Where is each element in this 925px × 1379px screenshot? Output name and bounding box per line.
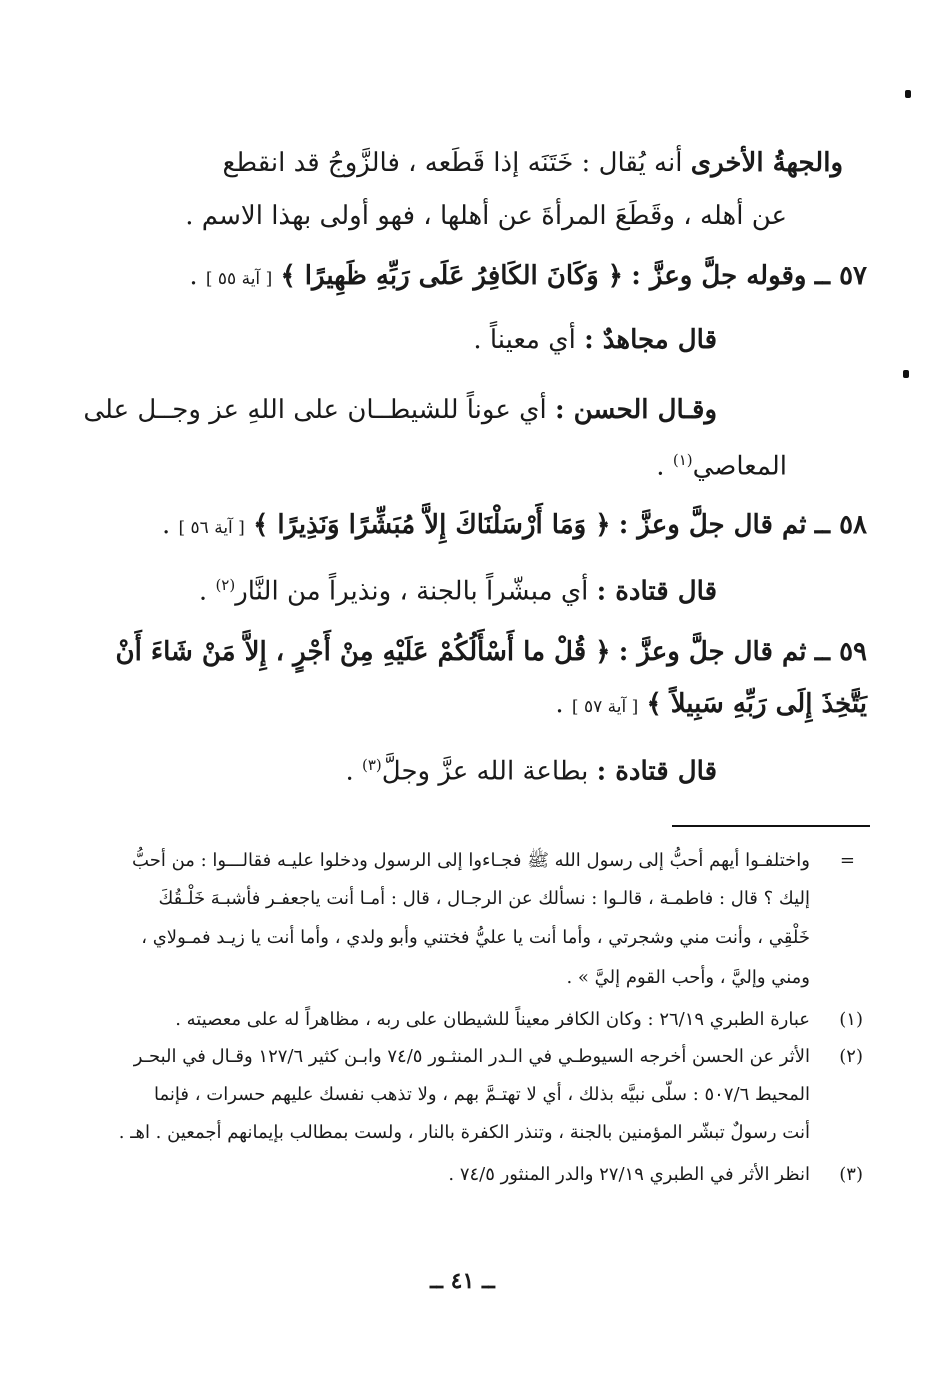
body-line — [223, 143, 843, 183]
footnote-line: خَلْقِي ، وأنت مني وشجرتي ، وأما أنت يا عليُّ فختني وأبو ولدي ، وأما أنت يا زيـد فمـولاي ، — [141, 927, 810, 948]
body-text: أنه يُقال : خَتَنَه إذا قَطَعه ، فالزَّوجُ قد انقطع — [222, 148, 691, 178]
footnote-number: (٣) — [839, 1164, 863, 1185]
footnote-continuation-mark: = — [839, 850, 855, 871]
quran-verse: يَتَّخِذَ إِلَى رَبِّهِ سَبِيلاً ﴾ — [646, 689, 867, 719]
verse-reference: [ آية ٥٧ ] — [571, 697, 639, 717]
commentator-label: قال قتادة : — [596, 576, 717, 607]
footnote-ref: (١) — [672, 451, 693, 469]
footnote-line: أنت رسولٌ تبشّر المؤمنين بالجنة ، وتنذر الكفرة بالنار ، ولست بمطالب بإيمانهم أجمعين . اهـ . — [118, 1122, 810, 1143]
commentary-text: أي عوناً للشيطــان على اللهِ عز وجــل على — [83, 395, 547, 425]
footnote-line: انظر الأثر في الطبري ٢٧/١٩ والدر المنثور ٧٤/٥ . — [448, 1164, 810, 1185]
commentary-hasan — [83, 390, 717, 430]
lead-phrase: والجهةُ الأخرى — [690, 148, 843, 178]
footnote-line: واختلفـوا أيهم أحبُّ إلى رسول الله ﷺ فجـاءوا إلى الرسول ودخلوا عليـه فقالـــوا : من أحبُّ — [132, 850, 810, 871]
quran-verse: ﴿ وَكَانَ الكَافِرُ عَلَى رَبِّهِ ظَهِيرًا ﴾ — [280, 261, 624, 291]
verse-item-57 — [189, 256, 867, 299]
body-text: عن أهله ، وقَطَعَ المرأةَ عن أهلها ، فهو أولى بهذا الاسم . — [185, 201, 787, 231]
footnote-divider — [672, 825, 870, 827]
footnote-line: عبارة الطبري ٢٦/١٩ : وكان الكافر معيناً للشيطان على ربه ، مظاهراً له على معصيته . — [175, 1009, 810, 1030]
footnote-line: المحيط ٥٠٧/٦ : سلّى نبيَّه بذلك ، أي لا تهتـمَّ بهم ، ولا تذهب نفسك عليهم حسرات ، فإنما — [154, 1084, 810, 1105]
punctuation: . — [345, 756, 362, 787]
body-line — [656, 440, 787, 487]
page-number: ــ ٤١ ــ — [430, 1268, 495, 1294]
verse-reference: [ آية ٥٥ ] — [205, 269, 273, 289]
commentary-qatada — [199, 565, 717, 612]
item-number: ٥٨ ــ — [814, 510, 867, 540]
verse-item-59 — [116, 632, 868, 672]
quran-verse: ﴿ وَمَا أَرْسَلْنَاكَ إِلاَّ مُبَشِّرًا وَنَذِيرًا ﴾ — [253, 510, 611, 540]
body-line — [555, 684, 867, 727]
punctuation: . — [555, 689, 564, 719]
quran-verse: ﴿ قُلْ ما أَسْأَلُكُمْ عَلَيْهِ مِنْ أَجْرٍ ، إِلاَّ مَنْ شَاءَ أَنْ — [115, 637, 611, 667]
punctuation: . — [656, 451, 673, 482]
commentary-mujahid — [473, 320, 717, 360]
item-number: ٥٩ ــ — [814, 637, 867, 667]
margin-mark — [903, 370, 909, 378]
verse-reference: [ آية ٥٦ ] — [178, 518, 245, 538]
footnote-ref: (٢) — [215, 576, 236, 594]
commentary-text: بطاعة الله عزَّ وجلَّ — [381, 756, 589, 787]
punctuation: . — [161, 510, 171, 540]
lead-phrase: وقوله جلَّ وعزَّ : — [631, 261, 807, 291]
footnote-line: الأثر عن الحسن أخرجه السيوطـي في الـدر المنثـور ٧٤/٥ وابـن كثير ١٢٧/٦ وقـال في البحـر — [133, 1046, 810, 1067]
commentary-text: أي معيناً . — [473, 325, 576, 355]
punctuation: . — [198, 576, 216, 607]
commentary-text: المعاصي — [692, 451, 787, 482]
footnote-number: (١) — [839, 1009, 863, 1030]
footnote-number: (٢) — [839, 1046, 863, 1067]
commentator-label: قال قتادة : — [596, 756, 717, 787]
punctuation: . — [189, 261, 198, 291]
commentary-qatada — [345, 745, 717, 792]
verse-item-58 — [162, 505, 867, 548]
footnote-ref: (٣) — [362, 756, 382, 774]
commentator-label: قال مجاهدٌ : — [584, 325, 717, 355]
footnote-line: ومني وإليَّ ، وأحب القوم إليَّ » . — [566, 967, 810, 988]
body-line — [185, 196, 787, 236]
footnote-line: إليك ؟ قال : فاطمـة ، قالـوا : نسألك عن الرجـال ، قال : أمـا أنت ياجعفـر فأشبـهَ خَلْـقُكَ — [158, 888, 810, 909]
commentator-label: وقـال الحسن : — [554, 395, 717, 425]
item-number: ٥٧ ــ — [814, 261, 867, 291]
lead-phrase: ثم قال جلَّ وعزَّ : — [618, 637, 807, 667]
lead-phrase: ثم قال جلَّ وعزَّ : — [618, 510, 807, 540]
commentary-text: أي مبشّراً بالجنة ، ونذيراً من النَّار — [235, 576, 589, 607]
margin-mark — [905, 90, 911, 98]
